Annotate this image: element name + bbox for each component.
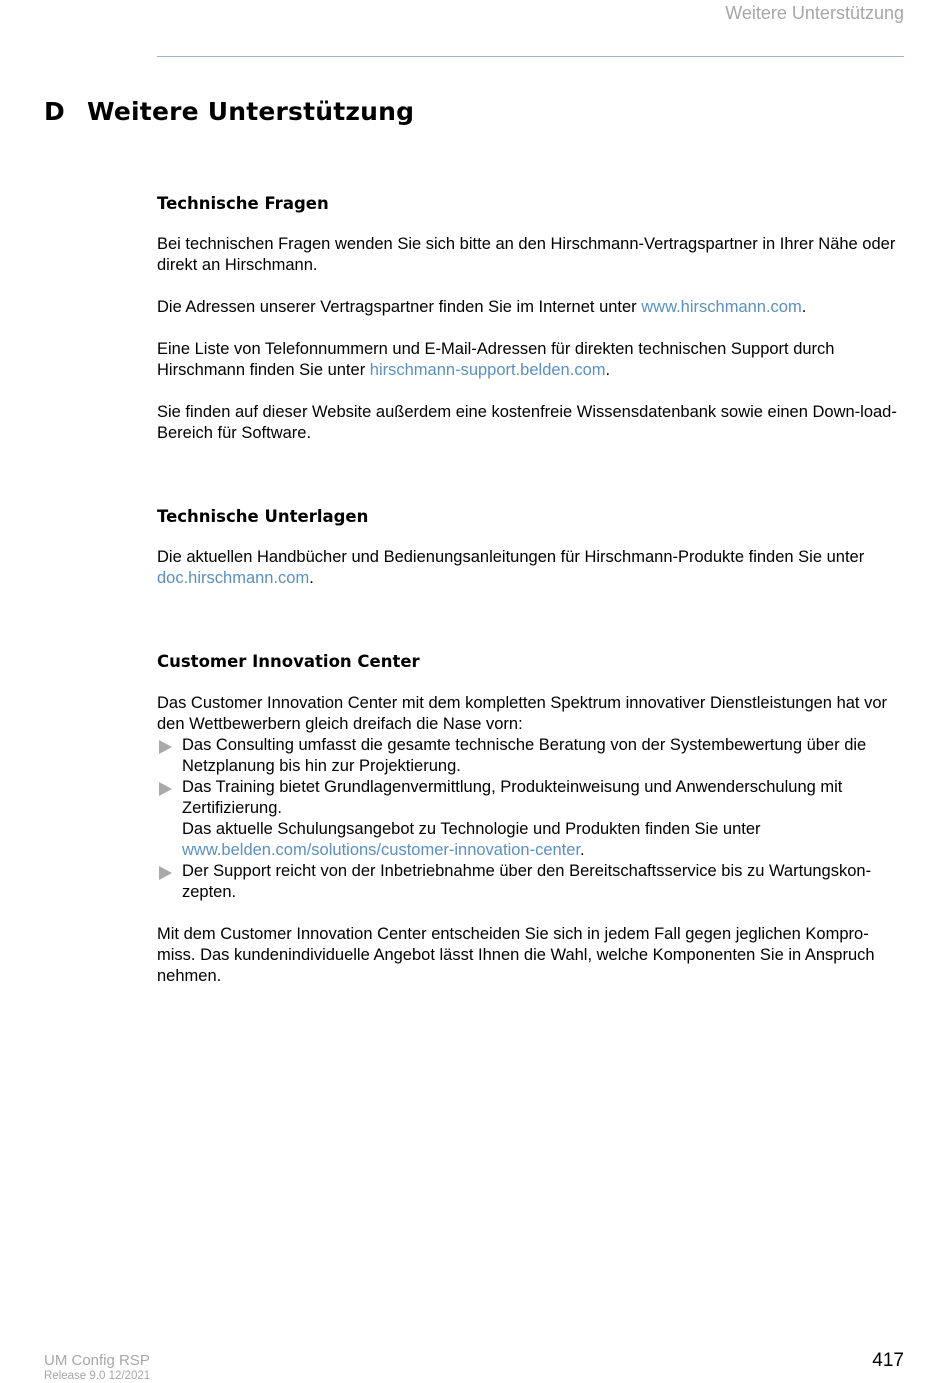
list-item	[157, 735, 905, 777]
paragraph: Bei technischen Fragen wenden Sie sich bitte an den Hirschmann-Vertragspartner in Ihrer Nähe oder direkt an Hirschmann.	[157, 235, 896, 274]
chapter-heading	[44, 97, 414, 126]
section-title-technische-fragen: Technische Fragen	[157, 194, 329, 213]
running-header: Weitere Unterstützung	[725, 3, 904, 23]
paragraph-text: Eine Liste von Telefonnummern und E-Mail-Adressen für direkten technischen Support durch Hirschmann finden Sie unter	[157, 340, 835, 379]
hirschmann-link[interactable]: www.hirschmann.com	[641, 298, 802, 316]
header-rule	[157, 56, 904, 57]
doc-link[interactable]: doc.hirschmann.com	[157, 569, 310, 587]
paragraph-end: .	[801, 298, 807, 316]
bullet-arrow-icon	[159, 782, 172, 796]
footer-release: Release 9.0 12/2021	[44, 1370, 151, 1382]
list-item-text: Das Training bietet Grundlagenvermittlung, Produkteinweisung und Anwenderschulung mit Zertifizierung.	[182, 778, 843, 817]
list-item	[157, 777, 905, 861]
list-item-text: Das Consulting umfasst die gesamte technische Beratung von der Systembewertung über die Netzplanung bis hin zur Projektierung.	[182, 736, 867, 775]
bullet-arrow-icon	[159, 866, 172, 880]
section-title-customer-innovation-center: Customer Innovation Center	[157, 652, 420, 671]
paragraph: Mit dem Customer Innovation Center entscheiden Sie sich in jedem Fall gegen jeglichen Kompro-miss. Das kundenindividuelle Angebot lässt Ihnen die Wahl, welche Komponenten Sie in Anspruch nehmen.	[157, 925, 875, 985]
paragraph-end: .	[605, 361, 611, 379]
paragraph-text: Die Adressen unserer Vertragspartner finden Sie im Internet unter	[157, 298, 642, 316]
bullet-list	[157, 735, 905, 903]
chapter-letter: D	[44, 97, 65, 126]
list-item-end: .	[580, 841, 585, 859]
footer-doc-info	[44, 1352, 150, 1383]
support-link[interactable]: hirschmann-support.belden.com	[369, 361, 606, 379]
section-title-technische-unterlagen: Technische Unterlagen	[157, 507, 369, 526]
list-item-text: Der Support reicht von der Inbetriebnahme über den Bereitschaftsservice bis zu Wartungskon-zepten.	[182, 862, 872, 901]
cic-link[interactable]: www.belden.com/solutions/customer-innovation-center	[182, 841, 581, 859]
paragraph	[157, 339, 905, 381]
paragraph: Das Customer Innovation Center mit dem kompletten Spektrum innovativer Dienstleistungen hat vor den Wettbewerbern gleich dreifach die Nase vorn:	[157, 694, 888, 733]
main-content	[157, 193, 905, 987]
paragraph	[157, 297, 905, 318]
chapter-title: Weitere Unterstützung	[87, 97, 415, 126]
page-number: 417	[872, 1350, 904, 1371]
paragraph-end: .	[309, 569, 314, 587]
paragraph	[157, 547, 905, 589]
paragraph-text: Die aktuellen Handbücher und Bedienungsanleitungen für Hirschmann-Produkte finden Sie unter	[157, 548, 865, 566]
list-item	[157, 861, 905, 903]
footer-doc-name: UM Config RSP	[44, 1352, 150, 1369]
bullet-arrow-icon	[159, 740, 172, 754]
paragraph: Sie finden auf dieser Website außerdem eine kostenfreie Wissensdatenbank sowie einen Down-load-Bereich für Software.	[157, 403, 897, 442]
list-item-text: Das aktuelle Schulungsangebot zu Technologie und Produkten finden Sie unter	[182, 820, 761, 838]
